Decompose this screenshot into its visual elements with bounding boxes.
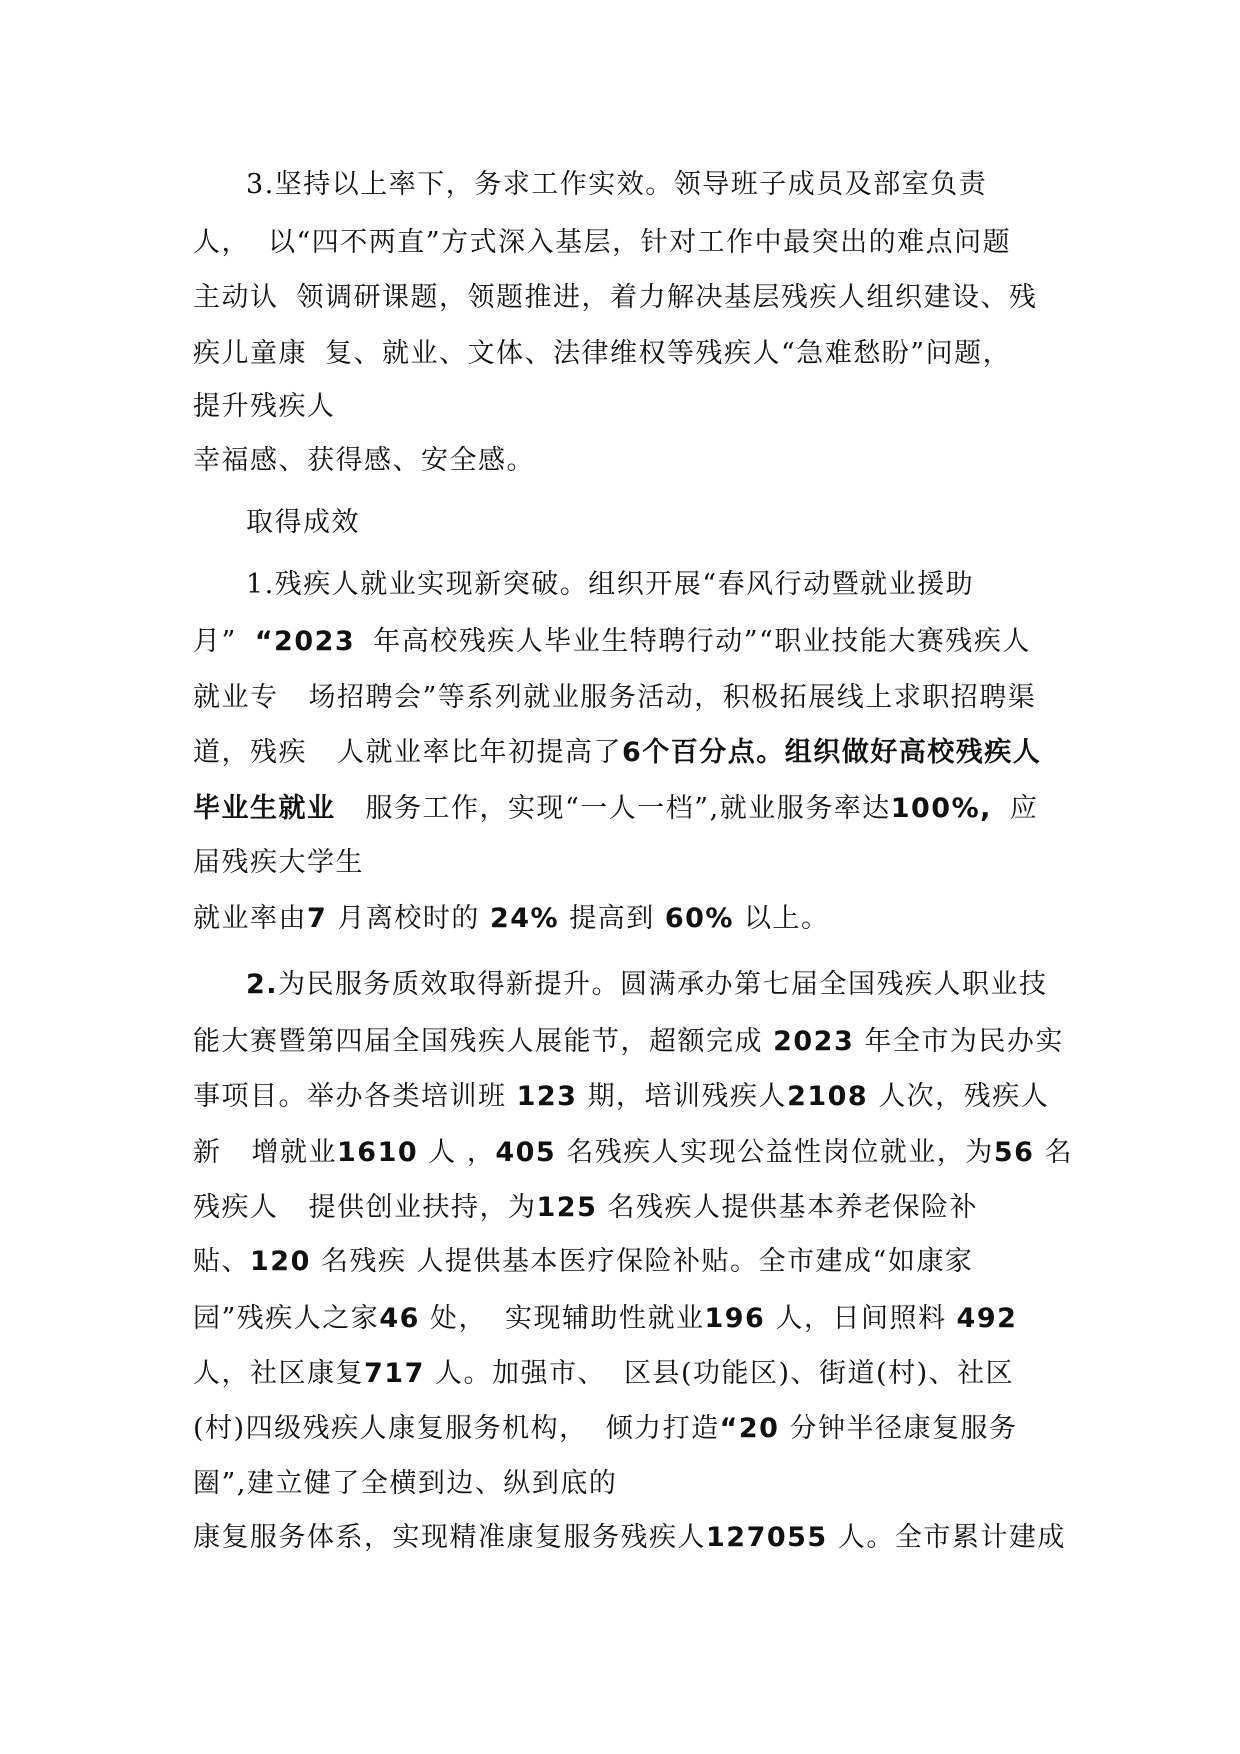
bold-number: 717	[364, 1358, 425, 1389]
text: 年全市为民办实	[864, 1026, 1064, 1057]
text: 倾力打造	[605, 1413, 720, 1444]
text: 增就业	[251, 1137, 337, 1168]
text: 提供创业扶持，为	[308, 1192, 537, 1223]
item-1-line-2	[193, 624, 1031, 660]
item-1-line-4	[193, 735, 1041, 771]
item-2-line-11	[193, 1520, 1066, 1556]
item-2-line-7	[193, 1301, 1017, 1337]
bold-number: 46	[379, 1303, 420, 1334]
text: 人就业率比年初提高了	[337, 737, 622, 768]
text: (村)四级残疾人康复服务机构，	[193, 1413, 588, 1444]
item-2-line-1	[246, 967, 1048, 1003]
text: 就业率由	[193, 903, 307, 934]
bold-number: 2108	[787, 1081, 869, 1112]
text: 人，日间照料	[775, 1303, 947, 1334]
text: 期，培训残疾人	[587, 1081, 788, 1112]
para-3-line-6	[193, 443, 535, 479]
item-1-line-7	[193, 901, 830, 937]
text: 道，残疾	[193, 737, 307, 768]
text: 人次，残疾人	[878, 1081, 1050, 1112]
text: 服务工作，实现“一人一档”,就业服务率达	[365, 793, 891, 824]
text: 月离校时的	[337, 903, 480, 934]
bold-text: 6个百分点。组织做好高校残疾人	[622, 737, 1042, 768]
text: 1.残疾人就业实现新突破。组织开展“春风行动暨就业援助	[246, 569, 975, 600]
para-3-line-5	[193, 389, 336, 425]
text: 名残疾人提供基本养老保险补	[607, 1192, 978, 1223]
bold-number: 123	[516, 1081, 578, 1112]
bold-number: 24%	[489, 903, 560, 934]
text: 人。加强市、	[434, 1358, 606, 1389]
bold-number: 405	[495, 1137, 557, 1168]
text: 区县(功能区)、街道(村)、社区	[623, 1358, 1015, 1389]
text: 人 ，	[428, 1137, 496, 1168]
text: 康复服务体系，实现精准康复服务残疾人	[193, 1522, 706, 1553]
text: 月”	[193, 626, 237, 657]
text: 以上。	[744, 903, 830, 934]
text: 以“四不两直”方式深入基层，针对工作中最突出的难点问题	[268, 227, 1012, 258]
text: 人，	[193, 227, 250, 258]
item-2-line-3	[193, 1079, 1049, 1115]
para-3-line-1	[246, 167, 987, 203]
para-3-line-2	[193, 225, 1011, 261]
text: 处，	[429, 1303, 487, 1334]
item-2-line-8	[193, 1356, 1014, 1392]
text: 名	[1044, 1137, 1073, 1168]
item-1-line-6	[193, 845, 364, 881]
bold-number: 492	[956, 1303, 1018, 1334]
text: 应	[1009, 793, 1039, 824]
text: 提高到	[569, 903, 655, 934]
bold-number: 56	[993, 1137, 1035, 1168]
text: 主动认	[193, 282, 279, 313]
text: 3.坚持以上率下，务求工作实效。领导班子成员及部室负责	[246, 169, 988, 200]
heading-text: 取得成效	[246, 507, 360, 538]
text: 园”残疾人之家	[193, 1303, 380, 1334]
text: 复、就业、文体、法律维权等残疾人“急难愁盼”问题，	[325, 338, 1012, 369]
text: 人。全市累计建成	[837, 1522, 1066, 1553]
item-1-line-1	[246, 567, 974, 603]
text: 人，社区康复	[193, 1358, 364, 1389]
para-3-line-3	[193, 280, 1038, 316]
bold-number: 120	[250, 1246, 311, 1277]
item-2-line-9	[193, 1411, 1018, 1447]
text: 名残疾 人提供基本医疗保险补贴。全市建成“如康家	[320, 1246, 974, 1277]
item-2-line-2	[193, 1024, 1064, 1060]
bold-number: 2023	[773, 1026, 855, 1057]
bold-number: 7	[307, 903, 328, 934]
item-1-line-5	[193, 791, 1038, 827]
text: 领调研课题，领题推进，着力解决基层残疾人组织建设、残	[296, 282, 1038, 313]
item-2-line-4	[193, 1135, 1073, 1171]
bold-number: 125	[536, 1192, 598, 1223]
text: 提升残疾人	[193, 391, 336, 422]
bold-number: “2023	[254, 626, 356, 657]
bold-number: “20	[719, 1413, 780, 1444]
item-2-line-5	[193, 1190, 978, 1226]
text: 场招聘会”等系列就业服务活动，积极拓展线上求职招聘渠	[308, 682, 1037, 713]
bold-text: 毕业生就业	[193, 793, 336, 824]
text: 新	[193, 1137, 222, 1168]
text: 幸福感、获得感、安全感。	[193, 445, 535, 476]
bold-number: 127055	[706, 1522, 828, 1553]
text: 名残疾人实现公益性岗位就业，为	[566, 1137, 994, 1168]
text: 就业专	[193, 682, 279, 713]
text: 疾儿童康	[193, 338, 307, 369]
item-1-line-3	[193, 680, 1036, 716]
text: 残疾人	[193, 1192, 279, 1223]
text: 事项目。举办各类培训班	[193, 1081, 507, 1112]
text: 贴、	[193, 1246, 250, 1277]
bold-number: 60%	[664, 903, 734, 934]
text: 届残疾大学生	[193, 847, 364, 878]
text: 实现辅助性就业	[504, 1303, 705, 1334]
text: 能大赛暨第四届全国残疾人展能节，超额完成	[193, 1026, 763, 1057]
bold-number: 1610	[337, 1137, 419, 1168]
item-2-line-6	[193, 1244, 973, 1280]
para-3-line-4	[193, 336, 1011, 372]
text: 分钟半径康复服务	[789, 1413, 1018, 1444]
text: 为民服务质效取得新提升。圆满承办第七届全国残疾人职业技	[278, 969, 1048, 1000]
section-heading	[246, 505, 360, 541]
text: 圈”,建立健了全横到边、纵到底的	[193, 1468, 618, 1499]
bold-number: 2.	[246, 969, 279, 1000]
text: 年高校残疾人毕业生特聘行动”“职业技能大赛残疾人	[373, 626, 1031, 657]
bold-number: 196	[704, 1303, 766, 1334]
bold-number: 100%,	[890, 793, 992, 824]
item-2-line-10	[193, 1466, 617, 1502]
